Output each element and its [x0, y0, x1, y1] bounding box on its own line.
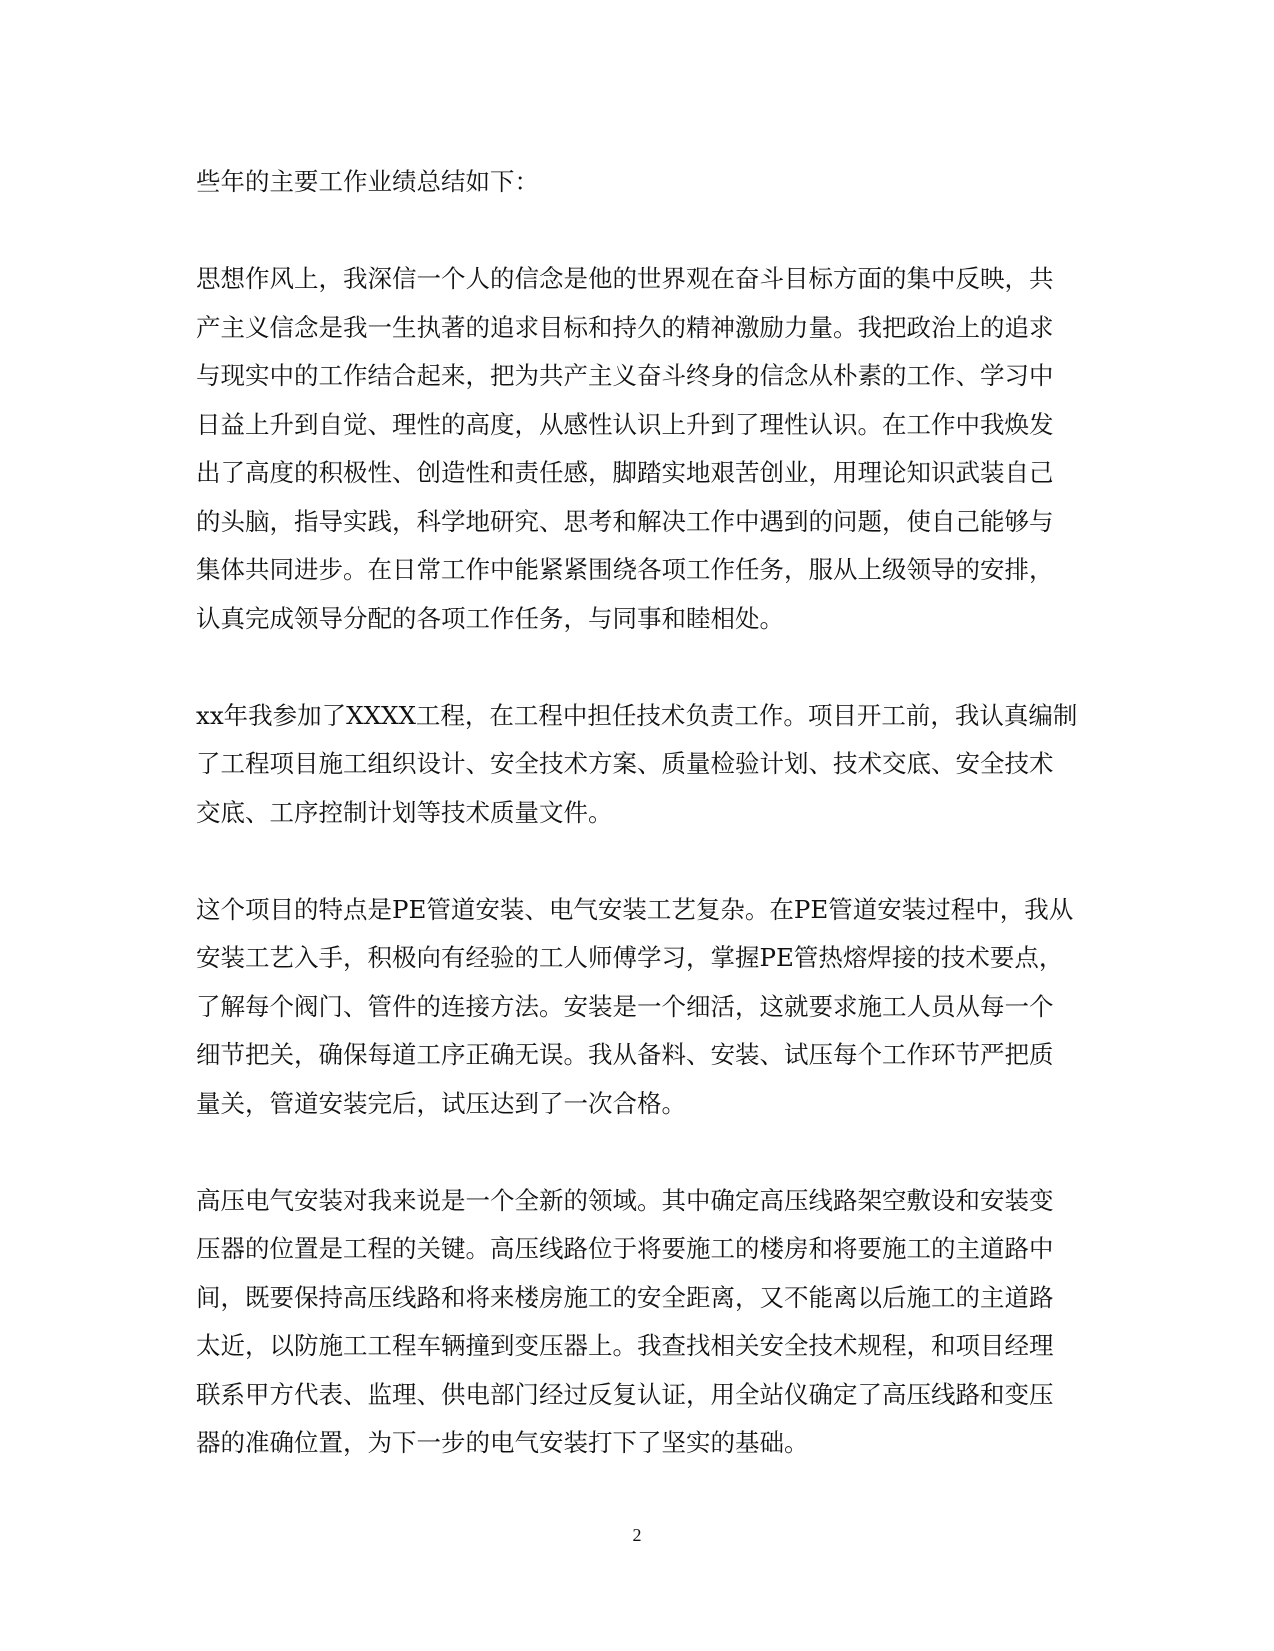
text-line: 器的准确位置，为下一步的电气安装打下了坚实的基础。: [196, 1428, 809, 1457]
text-line: 的头脑，指导实践，科学地研究、思考和解决工作中遇到的问题，使自己能够与: [196, 506, 1054, 536]
text-line: 压器的位置是工程的关键。高压线路位于将要施工的楼房和将要施工的主道路中: [196, 1234, 1054, 1263]
page-number: 2: [632, 1525, 642, 1545]
paragraph-gap: [196, 1128, 1076, 1177]
text-line: 高压电气安装对我来说是一个全新的领域。其中确定高压线路架空敷设和安装变: [196, 1185, 1054, 1215]
paragraph-3: [196, 692, 1076, 838]
text-line: 交底、工序控制计划等技术质量文件。: [196, 797, 613, 827]
paragraph-4: [196, 886, 1076, 1129]
paragraph-5: [196, 1177, 1076, 1468]
text-line: 太近，以防施工工程车辆撞到变压器上。我查找相关安全技术规程，和项目经理: [196, 1331, 1054, 1360]
text-line: 些年的主要工作业绩总结如下：: [196, 167, 539, 196]
paragraph-gap: [196, 643, 1076, 692]
paragraph-1: [196, 158, 1076, 207]
paragraph-2: [196, 255, 1076, 643]
text-line: 思想作风上，我深信一个人的信念是他的世界观在奋斗目标方面的集中反映，共: [196, 264, 1054, 293]
text-line: 认真完成领导分配的各项工作任务，与同事和睦相处。: [196, 603, 784, 633]
text-line: 间，既要保持高压线路和将来楼房施工的安全距离，又不能离以后施工的主道路: [196, 1282, 1054, 1312]
text-line: 与现实中的工作结合起来，把为共产主义奋斗终身的信念从朴素的工作、学习中: [196, 361, 1054, 390]
text-line: xx年我参加了XXXX工程，在工程中担任技术负责工作。项目开工前，我认真编制: [196, 700, 1078, 730]
text-line: 量关，管道安装完后，试压达到了一次合格。: [196, 1088, 686, 1118]
paragraph-gap: [196, 837, 1076, 886]
text-line: 了解每个阀门、管件的连接方法。安装是一个细活，这就要求施工人员从每一个: [196, 991, 1054, 1021]
text-line: 安装工艺入手，积极向有经验的工人师傅学习，掌握PE管热熔焊接的技术要点，: [196, 943, 1064, 972]
text-line: 产主义信念是我一生执著的追求目标和持久的精神激励力量。我把政治上的追求: [196, 312, 1054, 342]
text-line: 了工程项目施工组织设计、安全技术方案、质量检验计划、技术交底、安全技术: [196, 749, 1054, 778]
text-line: 日益上升到自觉、理性的高度，从感性认识上升到了理性认识。在工作中我焕发: [196, 409, 1054, 439]
text-line: 这个项目的特点是PE管道安装、电气安装工艺复杂。在PE管道安装过程中，我从: [196, 894, 1074, 924]
text-line: 集体共同进步。在日常工作中能紧紧围绕各项工作任务，服从上级领导的安排，: [196, 555, 1054, 584]
text-line: 出了高度的积极性、创造性和责任感，脚踏实地艰苦创业，用理论知识武装自己: [196, 458, 1054, 487]
paragraph-gap: [196, 207, 1076, 256]
text-line: 细节把关，确保每道工序正确无误。我从备料、安装、试压每个工作环节严把质: [196, 1040, 1054, 1069]
document-body: [196, 158, 1076, 1468]
text-line: 联系甲方代表、监理、供电部门经过反复认证，用全站仪确定了高压线路和变压: [196, 1379, 1054, 1409]
